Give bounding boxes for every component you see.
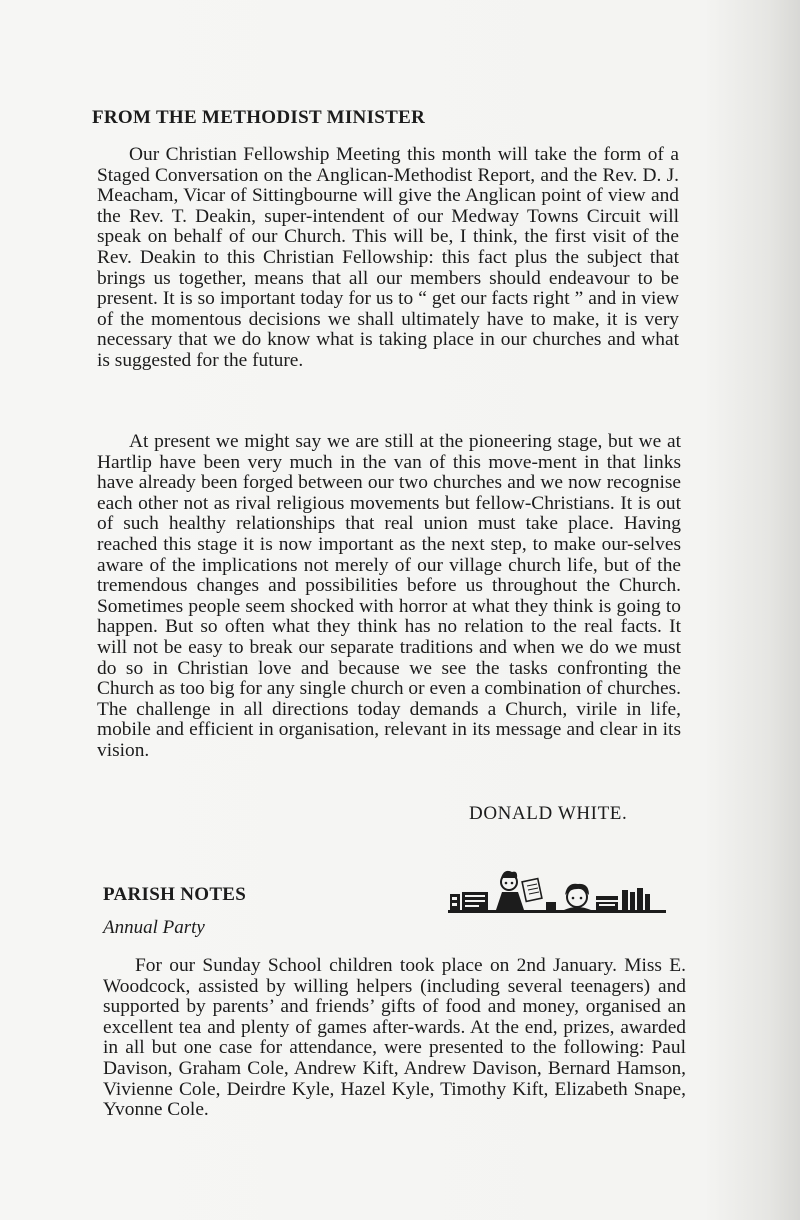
annual-party-paragraph: For our Sunday School children took place on 2nd January. Miss E. Woodcock, assisted by willing helpers (including several teenagers) and supported by parents’ and friends’ gifts of food and money, organised an excellent tea and plenty of games after-wards. At the end, prizes, awarded in all but one case for attendance, were presented to the following: Paul Davison, Graham Cole, Andrew Kift, Andrew Davison, Bernard Hamson, Vivienne Cole, Deirdre Kyle, Hazel Kyle, Timothy Kift, Elizabeth Snape, Yvonne Cole.	[103, 955, 686, 1121]
methodist-minister-heading: FROM THE METHODIST MINISTER	[92, 107, 426, 128]
methodist-paragraph-1: Our Christian Fellowship Meeting this month will take the form of a Staged Conversation on the Anglican-Methodist Report, and the Rev. D. J. Meacham, Vicar of Sittingbourne will give the Anglican point of view and the Rev. T. Deakin, super-intendent of our Medway Towns Circuit will speak on behalf of our Church. This will be, I think, the first visit of the Rev. Deakin to this Christian Fellowship: this fact plus the subject that brings us together, means that all our members should endeavour to be present. It is so important today for us to “ get our facts right ” and in view of the momentous decisions we shall ultimately have to make, it is very necessary that we do know what is taking place in our churches and what is suggested for the future.	[97, 144, 679, 371]
signature: DONALD WHITE.	[469, 803, 628, 824]
parish-notes-heading: PARISH NOTES	[103, 884, 247, 905]
methodist-paragraph-2: At present we might say we are still at the pioneering stage, but we at Hartlip have been very much in the van of this move-ment in that links have already been forged between our two churches and we now recognise each other not as rival religious movements but fellow-Christians. It is out of such healthy relationships that real union must take place. Having reached this stage it is now important as the next step, to make our-selves aware of the implications not merely of our village church life, but of the tremendous changes and possibilities before us throughout the Church. Sometimes people seem shocked with horror at what they think is going to happen. But so often what they think has no relation to the real facts. It will not be easy to break our separate traditions and when we do we must do so in Christian love and because we see the tasks confronting the Church as too big for any single church or even a combination of churches. The challenge in all directions today demands a Church, virile in life, mobile and efficient in organisation, relevant in its message and clear in its vision.	[97, 431, 681, 761]
annual-party-subheading: Annual Party	[103, 917, 205, 938]
people-at-desk-with-books-icon	[446, 868, 668, 918]
